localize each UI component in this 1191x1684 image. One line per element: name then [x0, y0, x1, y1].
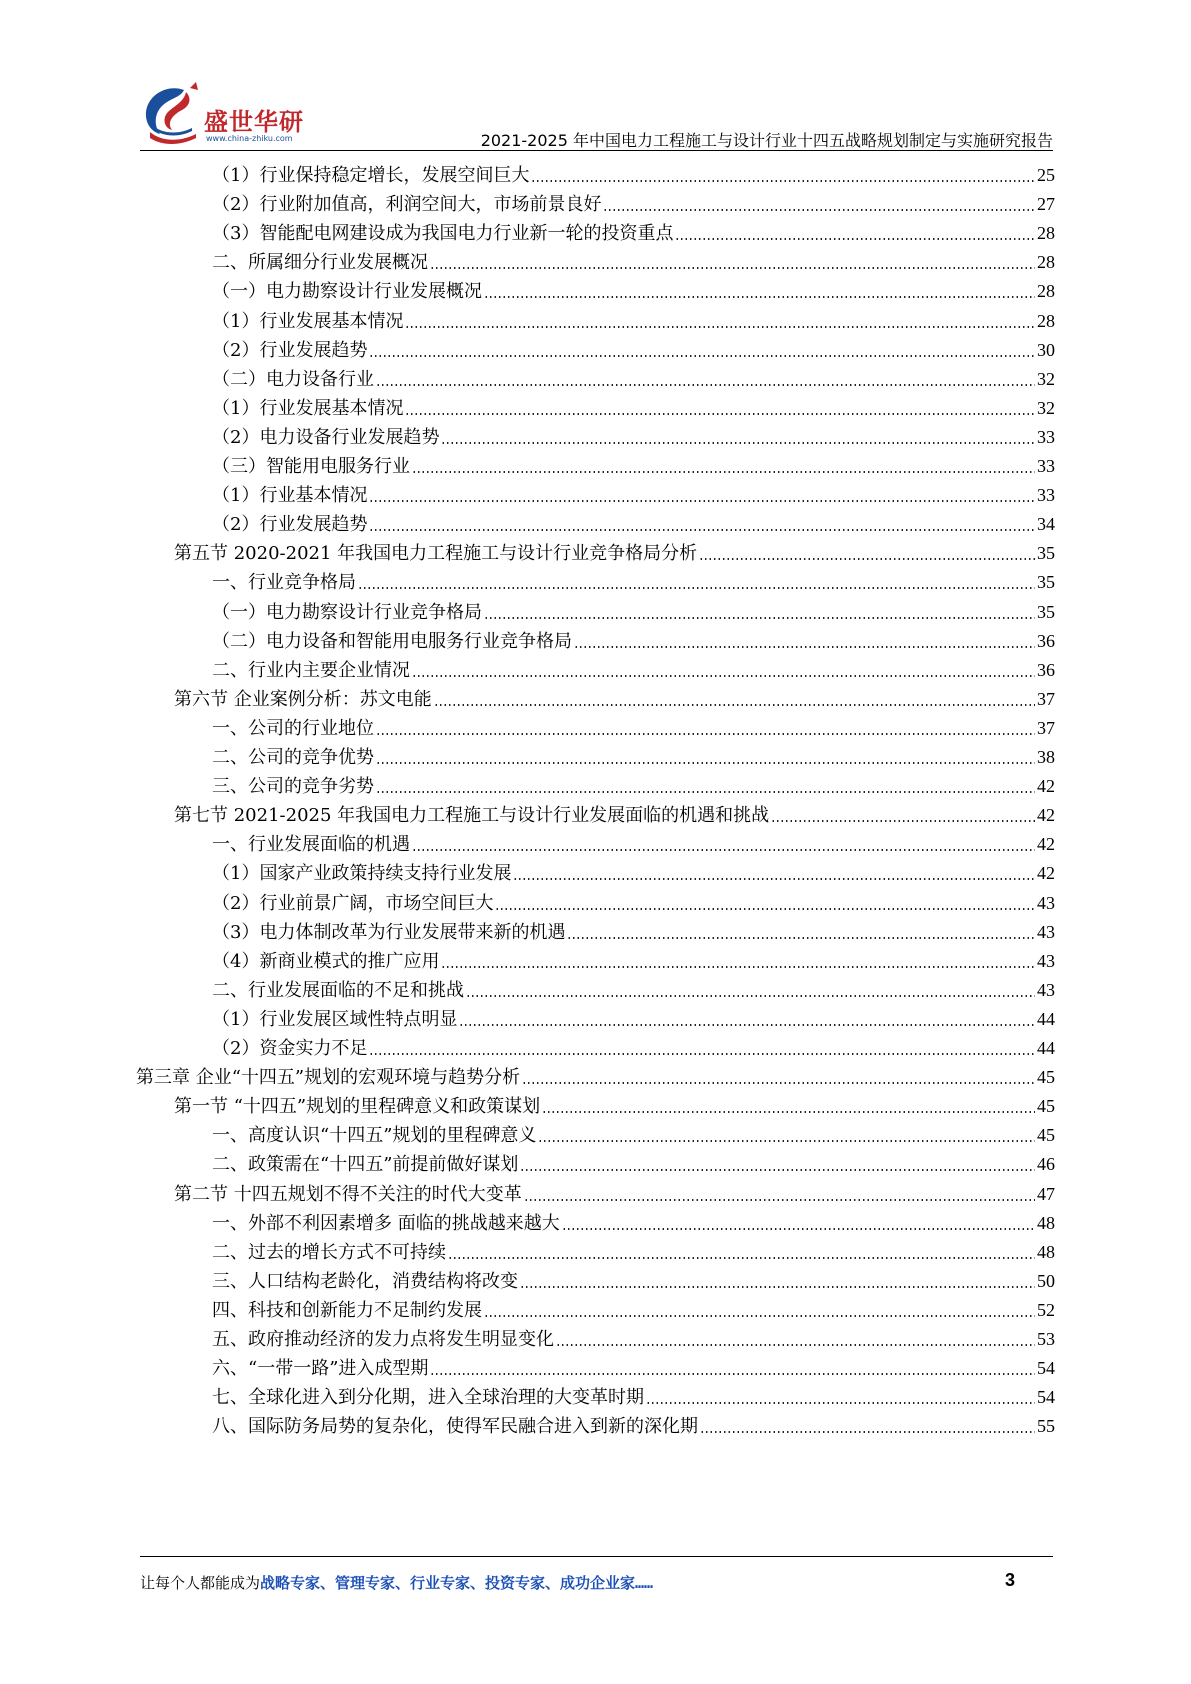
toc-entry-label: （二）电力设备行业 [212, 368, 374, 390]
toc-leader-dots [771, 820, 1035, 822]
toc-entry-label: （1）行业基本情况 [212, 485, 368, 507]
toc-entry[interactable] [212, 597, 1055, 628]
toc-entry[interactable] [212, 422, 1055, 453]
toc-entry-page: 47 [1037, 1183, 1055, 1204]
toc-entry-label: 一、行业发展面临的机遇 [212, 834, 410, 856]
toc-entry-label: （2）行业发展趋势 [212, 514, 368, 536]
toc-leader-dots [376, 791, 1035, 793]
toc-entry-label: 五、政府推动经济的发力点将发生明显变化 [212, 1329, 554, 1350]
report-title: 2021-2025 年中国电力工程施工与设计行业十四五战略规划制定与实施研究报告 [480, 131, 1053, 150]
toc-leader-dots [430, 1373, 1035, 1375]
toc-entry-label: 三、人口结构老龄化，消费结构将改变 [212, 1270, 518, 1292]
toc-entry[interactable] [212, 160, 1055, 191]
toc-entry[interactable] [212, 276, 1055, 307]
toc-entry[interactable] [212, 829, 1055, 860]
toc-entry[interactable] [212, 335, 1055, 366]
toc-entry[interactable] [174, 538, 1055, 569]
toc-leader-dots [369, 500, 1035, 502]
toc-leader-dots [531, 180, 1035, 182]
toc-entry-page: 43 [1037, 921, 1055, 942]
toc-leader-dots [524, 1199, 1035, 1201]
toc-entry[interactable] [212, 247, 1055, 278]
toc-entry[interactable] [212, 306, 1055, 337]
toc-leader-dots [646, 1402, 1035, 1404]
toc-leader-dots [484, 1315, 1035, 1317]
toc-leader-dots [412, 471, 1035, 473]
footer-divider [140, 1556, 1053, 1557]
toc-entry-label: 第六节 企业案例分析：苏文电能 [174, 688, 432, 710]
toc-entry[interactable] [212, 771, 1055, 802]
toc-entry[interactable] [174, 800, 1055, 831]
toc-entry[interactable] [212, 1266, 1055, 1297]
toc-leader-dots [405, 326, 1035, 328]
toc-leader-dots [376, 733, 1035, 735]
toc-entry-page: 33 [1037, 426, 1055, 447]
toc-entry-label: 二、政策需在“十四五”前提前做好谋划 [212, 1154, 519, 1176]
toc-entry[interactable] [212, 1208, 1055, 1239]
toc-leader-dots [513, 878, 1035, 880]
toc-entry-label: 二、公司的竞争优势 [212, 747, 374, 768]
toc-entry-label: 三、公司的竞争劣势 [212, 776, 374, 798]
toc-entry[interactable] [212, 655, 1055, 686]
toc-entry-page: 28 [1037, 310, 1055, 331]
toc-entry-label: （三）智能用电服务行业 [212, 456, 410, 477]
toc-entry-page: 43 [1037, 950, 1055, 971]
toc-entry-page: 37 [1037, 717, 1055, 738]
toc-entry[interactable] [212, 1149, 1055, 1180]
toc-entry[interactable] [212, 858, 1055, 889]
toc-entry[interactable] [212, 888, 1055, 919]
toc-entry-label: 第一节 “十四五”规划的里程碑意义和政策谋划 [174, 1096, 541, 1118]
toc-leader-dots [562, 1228, 1035, 1230]
toc-entry-page: 36 [1037, 630, 1055, 651]
toc-entry-label: （1）行业发展基本情况 [212, 397, 404, 419]
toc-entry[interactable] [212, 364, 1055, 395]
toc-entry[interactable] [212, 393, 1055, 424]
toc-entry[interactable] [212, 1353, 1055, 1384]
toc-entry-page: 42 [1037, 834, 1055, 855]
toc-entry[interactable] [212, 567, 1055, 598]
toc-entry-label: 六、“一带一路”进入成型期 [212, 1358, 429, 1380]
toc-entry[interactable] [212, 1382, 1055, 1413]
toc-leader-dots [369, 529, 1035, 531]
toc-leader-dots [699, 558, 1035, 560]
toc-entry[interactable] [212, 917, 1055, 948]
toc-entry[interactable] [212, 626, 1055, 657]
toc-entry[interactable] [212, 1411, 1055, 1442]
toc-entry-page: 32 [1037, 368, 1055, 389]
toc-entry-page: 28 [1037, 281, 1055, 302]
toc-leader-dots [405, 413, 1035, 415]
toc-entry[interactable] [212, 1295, 1055, 1326]
toc-entry-page: 45 [1037, 1096, 1055, 1117]
footer-slogan-prefix: 让每个人都能成为 [140, 1574, 261, 1592]
toc-leader-dots [434, 704, 1035, 706]
toc-entry-label: （2）行业前景广阔，市场空间巨大 [212, 892, 494, 914]
toc-entry-page: 45 [1037, 1125, 1055, 1146]
toc-leader-dots [376, 762, 1035, 764]
toc-leader-dots [520, 1169, 1035, 1171]
toc-leader-dots [412, 675, 1035, 677]
company-logo [140, 82, 310, 148]
toc-entry[interactable] [212, 509, 1055, 540]
toc-entry-page: 42 [1037, 805, 1055, 826]
logo-emblem-icon [140, 82, 210, 148]
toc-entry[interactable] [174, 684, 1055, 715]
toc-entry[interactable] [212, 742, 1055, 773]
toc-entry[interactable] [212, 480, 1055, 511]
toc-entry-page: 43 [1037, 979, 1055, 1000]
toc-leader-dots [430, 267, 1035, 269]
toc-entry[interactable] [174, 1179, 1055, 1210]
toc-entry-page: 45 [1037, 1067, 1055, 1088]
toc-entry-label: 四、科技和创新能力不足制约发展 [212, 1299, 482, 1321]
brand-name: 盛世华研 [204, 108, 304, 136]
toc-entry-page: 46 [1037, 1154, 1055, 1175]
toc-entry-page: 32 [1037, 397, 1055, 418]
toc-leader-dots [448, 1257, 1035, 1259]
toc-entry-label: （4）新商业模式的推广应用 [212, 950, 440, 972]
toc-entry-page: 35 [1037, 572, 1055, 593]
toc-entry-label: 第二节 十四五规划不得不关注的时代大变革 [174, 1183, 522, 1205]
footer-slogan-highlight: 战略专家、管理专家、行业专家、投资专家、成功企业家…… [260, 1574, 654, 1592]
toc-leader-dots [556, 1344, 1035, 1346]
toc-entry-page: 27 [1037, 194, 1055, 215]
toc-leader-dots [538, 1140, 1035, 1142]
toc-leader-dots [369, 1053, 1035, 1055]
toc-leader-dots [459, 1024, 1035, 1026]
toc-leader-dots [520, 1286, 1035, 1288]
toc-entry-page: 50 [1037, 1270, 1055, 1291]
toc-entry-label: 八、国际防务局势的复杂化，使得军民融合进入到新的深化期 [212, 1416, 698, 1438]
toc-entry-label: （3）智能配电网建设成为我国电力行业新一轮的投资重点 [212, 223, 674, 245]
toc-entry-page: 48 [1037, 1241, 1055, 1262]
toc-entry-page: 44 [1037, 1038, 1055, 1058]
toc-entry-page: 35 [1037, 543, 1055, 564]
toc-entry[interactable] [212, 975, 1055, 1006]
toc-entry-page: 36 [1037, 659, 1055, 680]
footer-slogan [140, 1572, 653, 1593]
toc-leader-dots [484, 296, 1035, 298]
toc-entry-label: （2）电力设备行业发展趋势 [212, 426, 440, 448]
toc-entry-page: 42 [1037, 776, 1055, 797]
toc-entry-label: 第七节 2021-2025 年我国电力工程施工与设计行业发展面临的机遇和挑战 [174, 805, 770, 827]
toc-entry-label: （1）行业发展基本情况 [212, 310, 404, 332]
toc-leader-dots [675, 238, 1035, 240]
toc-entry-page: 34 [1037, 514, 1055, 535]
toc-entry-label: （1）行业保持稳定增长，发展空间巨大 [212, 165, 530, 186]
toc-entry-label: （二）电力设备和智能用电服务行业竞争格局 [212, 630, 572, 652]
page-number: 3 [1005, 1570, 1016, 1590]
toc-entry[interactable] [212, 218, 1055, 249]
toc-entry-page: 52 [1037, 1299, 1055, 1320]
toc-entry-page: 38 [1037, 747, 1055, 767]
toc-leader-dots [466, 995, 1035, 997]
toc-entry-page: 42 [1037, 863, 1055, 884]
toc-leader-dots [603, 209, 1035, 211]
toc-leader-dots [567, 937, 1035, 939]
brand-url: www.china-zhiku.com [206, 134, 293, 143]
toc-entry-label: （3）电力体制改革为行业发展带来新的机遇 [212, 921, 566, 943]
toc-entry-label: 一、公司的行业地位 [212, 717, 374, 739]
toc-entry-label: 一、外部不利因素增多 面临的挑战越来越大 [212, 1212, 560, 1234]
toc-leader-dots [358, 587, 1035, 589]
toc-entry[interactable] [212, 1033, 1055, 1064]
toc-entry-page: 43 [1037, 892, 1055, 913]
toc-entry-page: 53 [1037, 1329, 1055, 1349]
toc-entry-label: 二、行业发展面临的不足和挑战 [212, 979, 464, 1001]
toc-leader-dots [376, 384, 1035, 386]
toc-entry-page: 25 [1037, 165, 1055, 185]
toc-entry[interactable] [212, 713, 1055, 744]
toc-entry[interactable] [212, 1237, 1055, 1268]
toc-entry[interactable] [212, 1324, 1055, 1355]
toc-entry[interactable] [212, 1004, 1055, 1035]
toc-entry[interactable] [212, 451, 1055, 482]
toc-entry[interactable] [174, 1091, 1055, 1122]
toc-entry-label: （1）国家产业政策持续支持行业发展 [212, 863, 512, 885]
toc-entry[interactable] [212, 1120, 1055, 1151]
toc-entry-page: 55 [1037, 1416, 1055, 1437]
toc-entry-label: 二、所属细分行业发展概况 [212, 252, 428, 274]
toc-leader-dots [522, 1082, 1035, 1084]
toc-entry-page: 28 [1037, 223, 1055, 244]
toc-entry-label: 七、全球化进入到分化期，进入全球治理的大变革时期 [212, 1387, 644, 1409]
toc-entry-page: 28 [1037, 252, 1055, 273]
toc-entry-label: 第五节 2020-2021 年我国电力工程施工与设计行业竞争格局分析 [174, 543, 698, 565]
toc-entry-label: 第三章 企业“十四五”规划的宏观环境与趋势分析 [136, 1067, 521, 1089]
toc-entry-label: 一、行业竞争格局 [212, 572, 356, 594]
toc-entry-label: （2）行业附加值高，利润空间大，市场前景良好 [212, 194, 602, 216]
toc-entry-page: 37 [1037, 688, 1055, 709]
toc-entry-page: 33 [1037, 485, 1055, 506]
toc-leader-dots [441, 966, 1035, 968]
toc-leader-dots [495, 908, 1035, 910]
toc-entry-page: 48 [1037, 1212, 1055, 1233]
toc-entry-label: （一）电力勘察设计行业发展概况 [212, 281, 482, 303]
page-header [0, 0, 1191, 152]
toc-leader-dots [441, 442, 1035, 444]
toc-entry-page: 54 [1037, 1358, 1055, 1379]
toc-entry-page: 54 [1037, 1387, 1055, 1408]
toc-entry-label: 一、高度认识“十四五”规划的里程碑意义 [212, 1125, 537, 1147]
toc-entry[interactable] [212, 946, 1055, 977]
toc-entry[interactable] [136, 1062, 1055, 1093]
toc-entry-label: （一）电力勘察设计行业竞争格局 [212, 601, 482, 623]
toc-entry[interactable] [212, 189, 1055, 220]
toc-entry-label: （2）资金实力不足 [212, 1038, 368, 1059]
toc-entry-label: 二、行业内主要企业情况 [212, 659, 410, 681]
toc-leader-dots [700, 1431, 1035, 1433]
header-divider [140, 150, 1053, 151]
toc-entry-page: 33 [1037, 456, 1055, 476]
toc-entry-page: 35 [1037, 601, 1055, 622]
toc-leader-dots [484, 617, 1035, 619]
toc-leader-dots [574, 646, 1035, 648]
toc-entry-page: 30 [1037, 339, 1055, 360]
toc-leader-dots [369, 355, 1035, 357]
toc-entry-label: （2）行业发展趋势 [212, 339, 368, 361]
toc-entry-label: （1）行业发展区域性特点明显 [212, 1008, 458, 1030]
toc-leader-dots [542, 1111, 1035, 1113]
toc-entry-page: 44 [1037, 1008, 1055, 1029]
toc-leader-dots [412, 849, 1035, 851]
toc-entry-label: 二、过去的增长方式不可持续 [212, 1241, 446, 1263]
